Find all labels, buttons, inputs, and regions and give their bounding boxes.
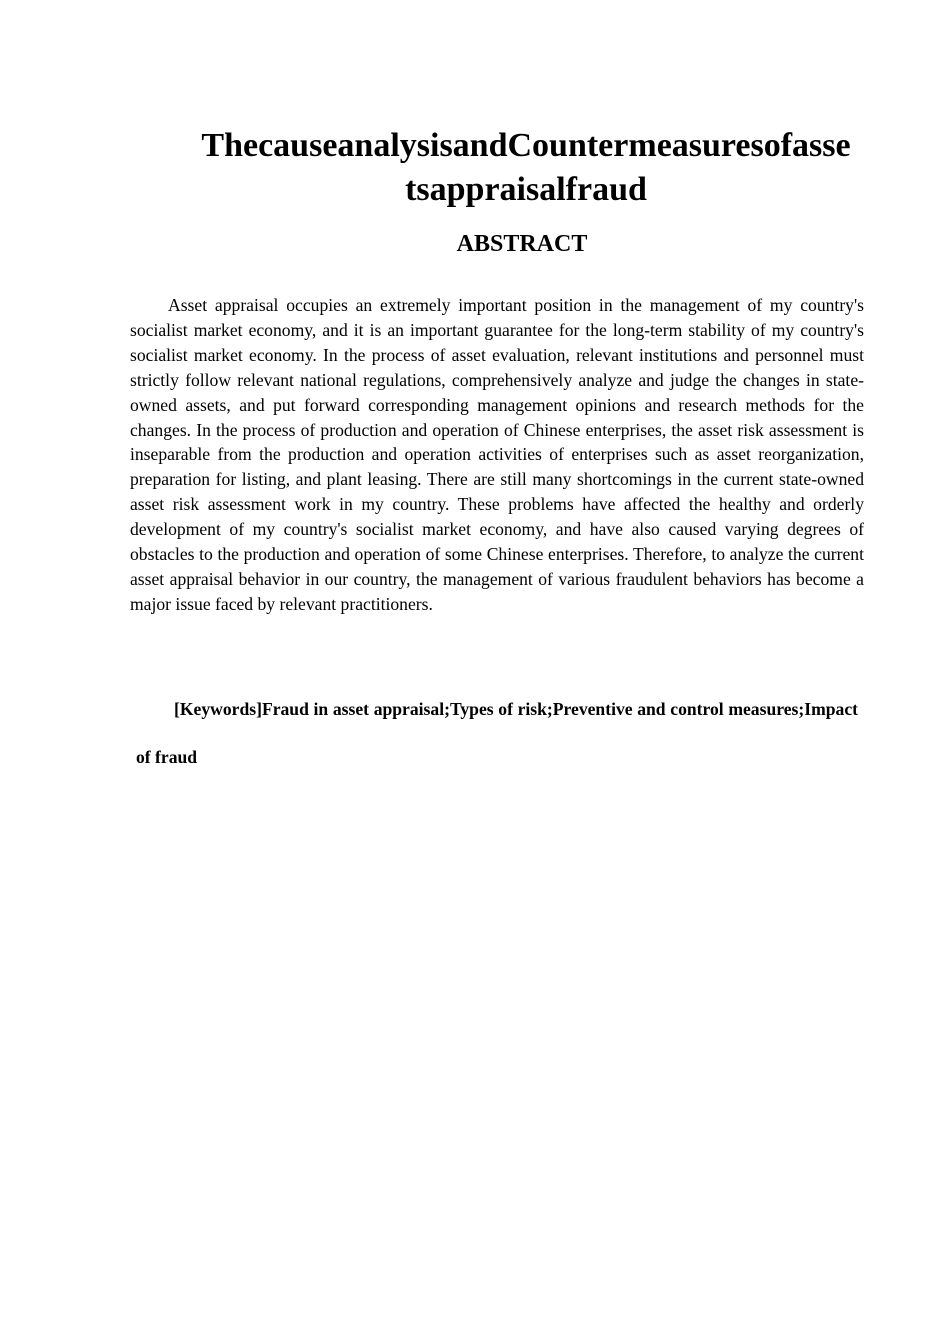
paper-title — [188, 124, 864, 212]
abstract-heading: ABSTRACT — [456, 231, 588, 257]
abstract-body: Asset appraisal occupies an extremely important position in the management of my country's socialist market economy, and it is an important guarantee for the long-term stability of my country's socialist market economy. In the process of asset evaluation, relevant institutions and personnel must strictly follow relevant national regulations, comprehensively analyze and judge the changes in state-owned assets, and put forward corresponding management opinions and research methods for the changes. In the process of production and operation of Chinese enterprises, the asset risk assessment is inseparable from the production and operation activities of enterprises such as asset reorganization, preparation for listing, and plant leasing. There are still many shortcomings in the current state-owned asset risk assessment work in my country. These problems have affected the healthy and orderly development of my country's socialist market economy, and have also caused varying degrees of obstacles to the production and operation of some Chinese enterprises. Therefore, to analyze the current asset appraisal behavior in our country, the management of various fraudulent behaviors has become a major issue faced by relevant practitioners. — [130, 295, 864, 614]
paper-title-line-1: ThecauseanalysisandCountermeasuresofasse — [201, 127, 851, 164]
paper-title-line-2: tsappraisalfraud — [405, 171, 647, 208]
keywords: [Keywords]Fraud in asset appraisal;Types of risk;Preventive and control measures;Impact of fraud — [136, 699, 858, 767]
